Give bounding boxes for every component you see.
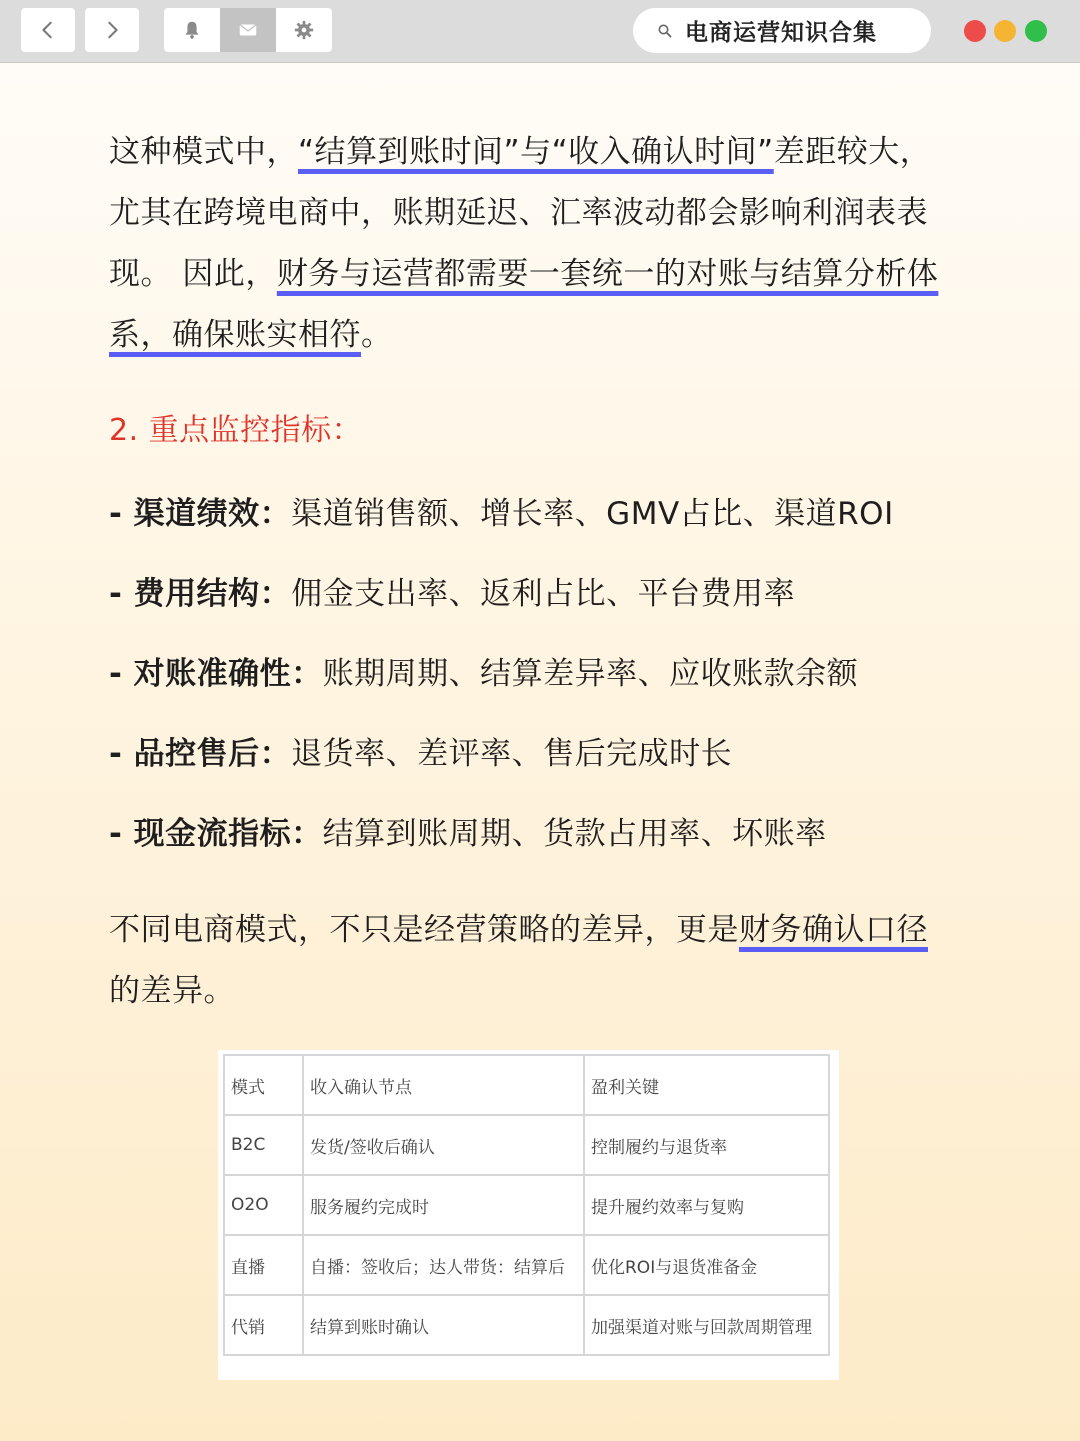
minimize-window-dot[interactable] — [994, 20, 1016, 42]
table-cell: 加强渠道对账与回款周期管理 — [584, 1295, 829, 1355]
metric-item — [109, 568, 795, 613]
table-row — [224, 1115, 829, 1175]
table-cell: 提升履约效率与复购 — [584, 1175, 829, 1235]
gear-icon — [293, 19, 315, 41]
table-header-row — [224, 1055, 829, 1115]
table-row — [224, 1295, 829, 1355]
settings-button[interactable] — [276, 8, 332, 52]
mail-icon — [237, 19, 259, 41]
forward-button[interactable] — [85, 8, 139, 52]
comparison-table — [223, 1054, 830, 1356]
section-heading: 2. 重点监控指标： — [109, 413, 363, 448]
metric-label: - 现金流指标： — [109, 816, 323, 852]
comparison-table-card — [218, 1050, 839, 1380]
metric-item — [109, 808, 827, 853]
maximize-window-dot[interactable] — [1025, 20, 1047, 42]
metric-value: 退货率、差评率、售后完成时长 — [291, 736, 733, 772]
back-button[interactable] — [21, 8, 75, 52]
table-cell: 优化ROI与退货准备金 — [584, 1235, 829, 1295]
metric-value: 结算到账周期、货款占用率、坏账率 — [322, 816, 827, 852]
chevron-right-icon — [101, 19, 123, 41]
top-toolbar — [0, 0, 1080, 63]
intro-text-3: 。 — [361, 317, 393, 353]
chevron-left-icon — [37, 19, 59, 41]
search-icon — [657, 23, 673, 39]
table-row — [224, 1175, 829, 1235]
summary-paragraph — [109, 900, 959, 1022]
intro-highlight-1: “结算到账时间”与“收入确认时间” — [298, 134, 774, 170]
table-cell: 服务履约完成时 — [303, 1175, 584, 1235]
mail-button[interactable] — [220, 8, 276, 52]
summary-text-2: 的差异。 — [109, 973, 235, 1009]
table-cell: 代销 — [224, 1295, 303, 1355]
intro-paragraph — [109, 122, 959, 366]
metric-label: - 对账准确性： — [109, 656, 323, 692]
summary-text-1: 不同电商模式，不只是经营策略的差异，更是 — [109, 912, 739, 948]
notifications-button[interactable] — [164, 8, 220, 52]
search-text: 电商运营知识合集 — [685, 20, 877, 46]
table-cell: 自播：签收后；达人带货：结算后 — [303, 1235, 584, 1295]
summary-highlight: 财务确认口径 — [739, 912, 928, 948]
table-cell: 结算到账时确认 — [303, 1295, 584, 1355]
table-cell: 模式 — [224, 1055, 303, 1115]
metric-item — [109, 728, 732, 773]
table-cell: 收入确认节点 — [303, 1055, 584, 1115]
tool-group — [164, 8, 332, 52]
metric-label: - 费用结构： — [109, 576, 292, 612]
metric-item — [109, 488, 894, 533]
intro-highlight-2: 财务与运营都需要一套统一的对账与结算分析体系，确保账实相符 — [109, 256, 939, 353]
table-cell: O2O — [224, 1175, 303, 1235]
intro-text-2: 差距较大，尤其在跨境电商中，账期延迟、汇率波动都会影响利润表表现。 因此， — [109, 134, 932, 292]
table-cell: 盈利关键 — [584, 1055, 829, 1115]
table-cell: 控制履约与退货率 — [584, 1115, 829, 1175]
bell-icon — [181, 19, 203, 41]
metric-value: 账期周期、结算差异率、应收账款余额 — [322, 656, 859, 692]
metric-label: - 品控售后： — [109, 736, 292, 772]
table-cell: 直播 — [224, 1235, 303, 1295]
close-window-dot[interactable] — [964, 20, 986, 42]
metric-value: 佣金支出率、返利占比、平台费用率 — [291, 576, 796, 612]
table-cell: B2C — [224, 1115, 303, 1175]
metric-item — [109, 648, 858, 693]
metric-value: 渠道销售额、增长率、GMV占比、渠道ROI — [291, 496, 894, 532]
intro-text-1: 这种模式中， — [109, 134, 298, 170]
search-bar[interactable] — [633, 8, 931, 53]
metric-label: - 渠道绩效： — [109, 496, 292, 532]
table-cell: 发货/签收后确认 — [303, 1115, 584, 1175]
table-row — [224, 1235, 829, 1295]
